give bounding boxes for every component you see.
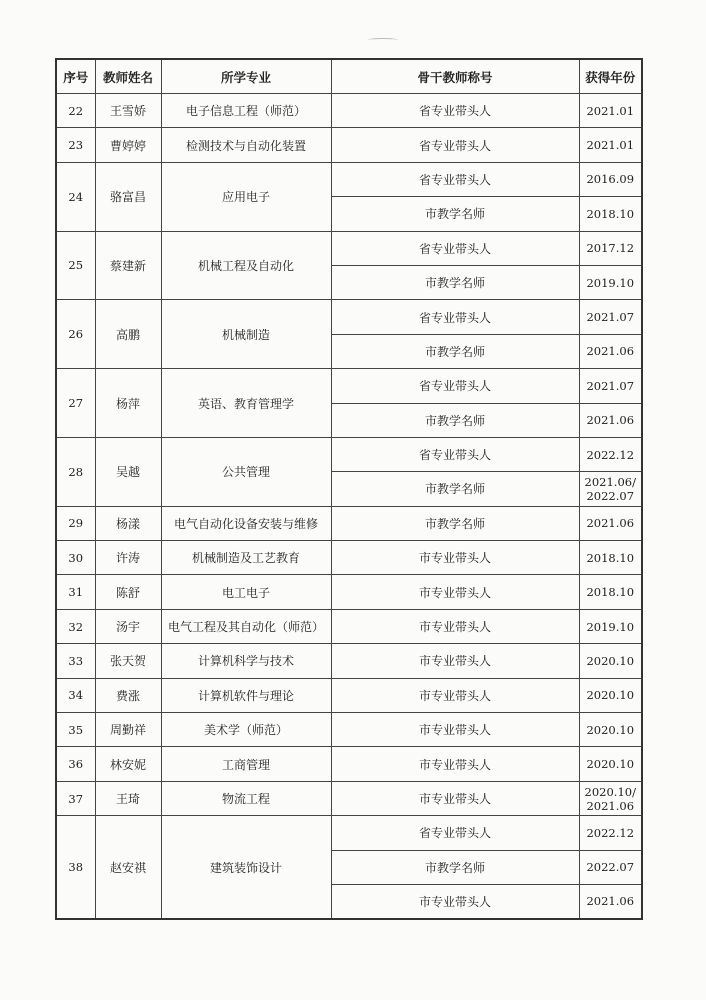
cell-year: 2020.10 — [579, 678, 642, 712]
cell-title: 省专业带头人 — [331, 162, 579, 196]
cell-major: 检测技术与自动化装置 — [161, 128, 331, 162]
cell-no: 25 — [56, 231, 95, 300]
cell-major: 机械工程及自动化 — [161, 231, 331, 300]
cell-major: 机械制造及工艺教育 — [161, 541, 331, 575]
cell-no: 37 — [56, 781, 95, 815]
cell-year: 2022.12 — [579, 437, 642, 471]
cell-major: 工商管理 — [161, 747, 331, 781]
table-row — [56, 781, 642, 815]
cell-year: 2020.10/ 2021.06 — [579, 781, 642, 815]
header-name: 教师姓名 — [95, 59, 161, 94]
cell-title: 市专业带头人 — [331, 575, 579, 609]
cell-year: 2021.06 — [579, 884, 642, 918]
cell-major: 美术学（师范） — [161, 713, 331, 747]
cell-teacher-name: 张天贺 — [95, 644, 161, 678]
table-row — [56, 575, 642, 609]
cell-teacher-name: 周勤祥 — [95, 713, 161, 747]
cell-title: 市专业带头人 — [331, 713, 579, 747]
cell-teacher-name: 陈舒 — [95, 575, 161, 609]
table-row — [56, 369, 642, 403]
cell-year: 2021.07 — [579, 300, 642, 334]
teacher-table — [55, 58, 643, 920]
table-row — [56, 541, 642, 575]
cell-teacher-name: 高鹏 — [95, 300, 161, 369]
cell-title: 省专业带头人 — [331, 128, 579, 162]
cell-teacher-name: 骆富昌 — [95, 162, 161, 231]
cell-teacher-name: 许涛 — [95, 541, 161, 575]
table-row — [56, 747, 642, 781]
cell-year: 2016.09 — [579, 162, 642, 196]
cell-major: 电工电子 — [161, 575, 331, 609]
cell-title: 省专业带头人 — [331, 231, 579, 265]
header-major: 所学专业 — [161, 59, 331, 94]
cell-no: 24 — [56, 162, 95, 231]
scan-artifact — [368, 38, 398, 42]
table-row — [56, 300, 642, 334]
cell-teacher-name: 赵安祺 — [95, 816, 161, 919]
table-row — [56, 437, 642, 471]
header-no: 序号 — [56, 59, 95, 94]
table-header-row — [56, 59, 642, 94]
cell-major: 物流工程 — [161, 781, 331, 815]
table-row — [56, 816, 642, 850]
header-year: 获得年份 — [579, 59, 642, 94]
cell-major: 电子信息工程（师范） — [161, 94, 331, 128]
cell-no: 36 — [56, 747, 95, 781]
cell-title: 省专业带头人 — [331, 816, 579, 850]
cell-year: 2018.10 — [579, 575, 642, 609]
cell-year: 2021.06 — [579, 506, 642, 540]
cell-title: 市专业带头人 — [331, 609, 579, 643]
cell-no: 29 — [56, 506, 95, 540]
cell-year: 2020.10 — [579, 747, 642, 781]
cell-major: 公共管理 — [161, 437, 331, 506]
table-row — [56, 231, 642, 265]
cell-no: 38 — [56, 816, 95, 919]
cell-no: 30 — [56, 541, 95, 575]
cell-title: 市专业带头人 — [331, 884, 579, 918]
cell-year: 2022.12 — [579, 816, 642, 850]
cell-year: 2020.10 — [579, 644, 642, 678]
cell-teacher-name: 杨漾 — [95, 506, 161, 540]
cell-title: 市专业带头人 — [331, 644, 579, 678]
cell-no: 35 — [56, 713, 95, 747]
cell-year: 2020.10 — [579, 713, 642, 747]
cell-major: 计算机软件与理论 — [161, 678, 331, 712]
cell-major: 机械制造 — [161, 300, 331, 369]
cell-year: 2021.06/ 2022.07 — [579, 472, 642, 506]
cell-title: 市专业带头人 — [331, 781, 579, 815]
cell-year: 2022.07 — [579, 850, 642, 884]
cell-year: 2021.06 — [579, 334, 642, 368]
table-row — [56, 644, 642, 678]
cell-no: 28 — [56, 437, 95, 506]
cell-teacher-name: 汤宇 — [95, 609, 161, 643]
cell-no: 23 — [56, 128, 95, 162]
table-row — [56, 609, 642, 643]
cell-major: 电气自动化设备安装与维修 — [161, 506, 331, 540]
cell-title: 市教学名师 — [331, 472, 579, 506]
cell-no: 33 — [56, 644, 95, 678]
cell-major: 电气工程及其自动化（师范） — [161, 609, 331, 643]
cell-teacher-name: 王雪娇 — [95, 94, 161, 128]
cell-title: 市教学名师 — [331, 850, 579, 884]
cell-no: 31 — [56, 575, 95, 609]
cell-title: 市专业带头人 — [331, 678, 579, 712]
cell-teacher-name: 林安妮 — [95, 747, 161, 781]
cell-title: 市教学名师 — [331, 265, 579, 299]
cell-teacher-name: 曹婷婷 — [95, 128, 161, 162]
cell-major: 应用电子 — [161, 162, 331, 231]
cell-title: 省专业带头人 — [331, 369, 579, 403]
cell-title: 省专业带头人 — [331, 94, 579, 128]
cell-no: 27 — [56, 369, 95, 438]
cell-major: 英语、教育管理学 — [161, 369, 331, 438]
cell-title: 市教学名师 — [331, 197, 579, 231]
table-row — [56, 128, 642, 162]
cell-teacher-name: 吴越 — [95, 437, 161, 506]
cell-no: 22 — [56, 94, 95, 128]
cell-title: 市教学名师 — [331, 403, 579, 437]
cell-teacher-name: 杨萍 — [95, 369, 161, 438]
cell-title: 市专业带头人 — [331, 747, 579, 781]
cell-no: 26 — [56, 300, 95, 369]
cell-year: 2017.12 — [579, 231, 642, 265]
cell-teacher-name: 蔡建新 — [95, 231, 161, 300]
header-title: 骨干教师称号 — [331, 59, 579, 94]
cell-title: 市教学名师 — [331, 334, 579, 368]
cell-year: 2021.06 — [579, 403, 642, 437]
cell-teacher-name: 费涨 — [95, 678, 161, 712]
cell-year: 2019.10 — [579, 265, 642, 299]
cell-no: 32 — [56, 609, 95, 643]
cell-major: 建筑装饰设计 — [161, 816, 331, 919]
cell-title: 市教学名师 — [331, 506, 579, 540]
cell-major: 计算机科学与技术 — [161, 644, 331, 678]
cell-year: 2019.10 — [579, 609, 642, 643]
table-body — [56, 94, 642, 919]
table-row — [56, 506, 642, 540]
table-row — [56, 94, 642, 128]
cell-title: 市专业带头人 — [331, 541, 579, 575]
cell-year: 2021.07 — [579, 369, 642, 403]
cell-title: 省专业带头人 — [331, 300, 579, 334]
table-row — [56, 713, 642, 747]
cell-year: 2021.01 — [579, 128, 642, 162]
cell-no: 34 — [56, 678, 95, 712]
cell-year: 2018.10 — [579, 197, 642, 231]
cell-year: 2021.01 — [579, 94, 642, 128]
table-row — [56, 162, 642, 196]
cell-teacher-name: 王琦 — [95, 781, 161, 815]
table-row — [56, 678, 642, 712]
cell-year: 2018.10 — [579, 541, 642, 575]
cell-title: 省专业带头人 — [331, 437, 579, 471]
